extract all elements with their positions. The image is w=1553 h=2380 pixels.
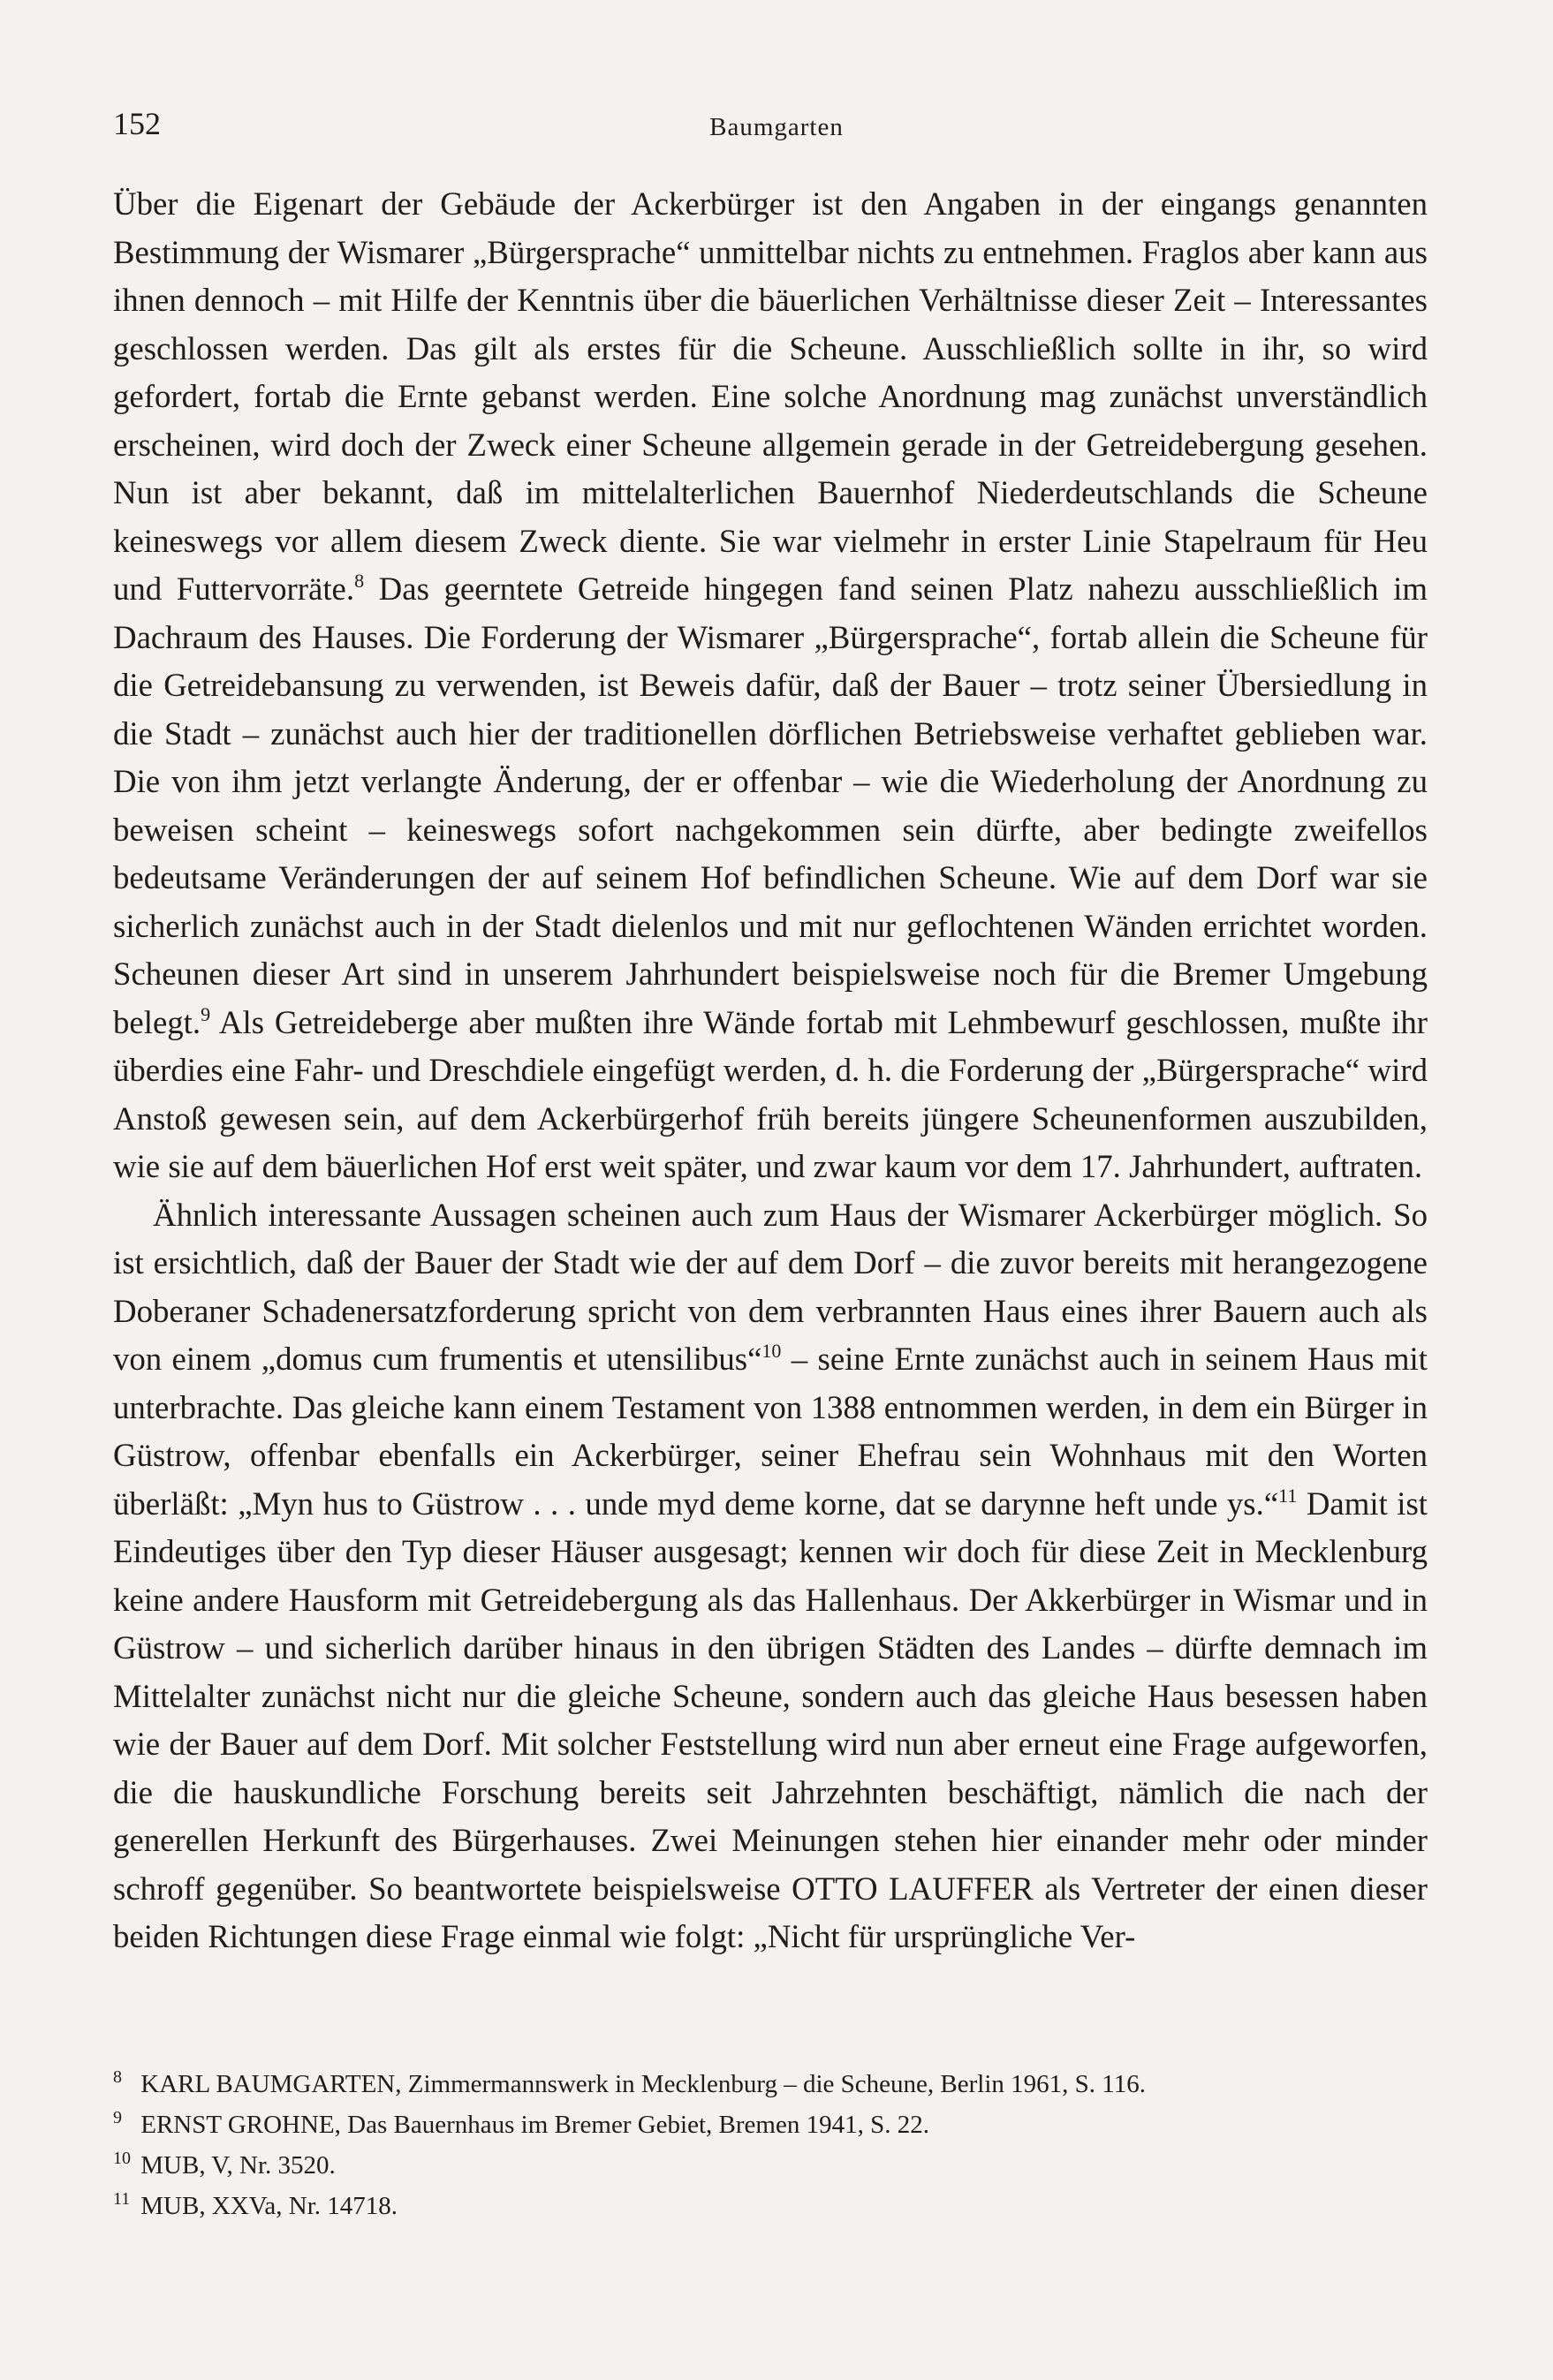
paragraph-text: – seine Ernte zunächst auch in seinem Haus mit unterbrachte. Das gleiche kann einem Testament von 1388 entnommen werden, in dem ein Bürger in Güstrow, offenbar ebenfalls ein Ackerbürger, seiner Ehefrau sein Wohnhaus mit den Worten überläßt: „Myn hus to Güstrow . . . unde myd deme korne, dat se darynne heft unde ys.“ <box>113 1341 1428 1522</box>
paragraph-text: Als Getreideberge aber mußten ihre Wände fortab mit Lehmbewurf geschlossen, mußte ihr überdies eine Fahr- und Dreschdiele eingefügt werden, d. h. die Forderung der „Bürgersprache“ wird Anstoß gewesen sein, auf dem Ackerbürgerhof früh bereits jüngere Scheunenformen auszubilden, wie sie auf dem bäuerlichen Hof erst weit später, und zwar kaum vor dem 17. Jahrhundert, auftraten. <box>113 1003 1428 1184</box>
footnote: 11 MUB, XXVa, Nr. 14718. <box>113 2189 398 2220</box>
footnote-text: MUB, XXVa, Nr. 14718. <box>134 2192 398 2220</box>
body-paragraph <box>113 1191 1428 1961</box>
paragraph-text: Das geerntete Getreide hingegen fand seinen Platz nahezu ausschließlich im Dachraum des Hauses. Die Forderung der Wismarer „Bürgersprache“, fortab allein die Scheune für die Getreidebansung zu verwenden, ist Beweis dafür, daß der Bauer – trotz seiner Übersiedlung in die Stadt – zunächst auch hier der traditionellen dörflichen Betriebsweise verhaftet geblieben war. Die von ihm jetzt verlangte Änderung, der er offenbar – wie die Wiederholung der Anordnung zu beweisen scheint – keineswegs sofort nachgekommen sein dürfte, aber bedingte zweifellos bedeutsame Veränderungen der auf seinem Hof befindlichen Scheune. Wie auf dem Dorf war sie sicherlich zunächst auch in der Stadt dielenlos und mit nur geflochtenen Wänden errichtet worden. Scheunen dieser Art sind in unserem Jahrhundert beispielsweise noch für die Bremer Umgebung belegt. <box>113 570 1428 1040</box>
page-number: 152 <box>113 106 161 141</box>
footnote: 8 KARL BAUMGARTEN, Zimmermannswerk in Mecklenburg – die Scheune, Berlin 1961, S. 116. <box>113 2067 1146 2098</box>
footnote-text: MUB, V, Nr. 3520. <box>134 2151 336 2180</box>
footnote-text: ERNST GROHNE, Das Bauernhaus im Bremer Gebiet, Bremen 1941, S. 22. <box>134 2111 929 2139</box>
footnote-text: KARL BAUMGARTEN, Zimmermannswerk in Mecklenburg – die Scheune, Berlin 1961, S. 116. <box>134 2070 1146 2098</box>
footnote-reference: 11 <box>1278 1484 1298 1507</box>
footnote-reference: 9 <box>201 1002 211 1025</box>
paragraph-text: Damit ist Eindeutiges über den Typ dieser Häuser ausgesagt; kennen wir doch für diese Zeit in Mecklenburg keine andere Hausform mit Getreidebergung als das Hallenhaus. Der Akkerbürger in Wismar und in Güstrow – und sicherlich darüber hinaus in den übrigen Städten des Landes – dürfte demnach im Mittelalter zunächst nicht nur die gleiche Scheune, sondern auch das gleiche Haus besessen haben wie der Bauer auf dem Dorf. Mit solcher Feststellung wird nun aber erneut eine Frage aufgeworfen, die die hauskundliche Forschung bereits seit Jahrzehnten beschäftigt, nämlich die nach der generellen Herkunft des Bürgerhauses. Zwei Meinungen stehen hier einander mehr oder minder schroff gegenüber. So beantwortete beispielsweise OTTO LAUFFER als Vertreter der einen dieser beiden Richtungen diese Frage einmal wie folgt: „Nicht für ursprüngliche Ver- <box>113 1485 1428 1954</box>
body-text <box>113 180 1428 1961</box>
footnote-reference: 8 <box>354 570 365 592</box>
paragraph-text: Über die Eigenart der Gebäude der Ackerbürger ist den Angaben in der eingangs genannten Bestimmung der Wismarer „Bürgersprache“ unmittelbar nichts zu entnehmen. Fraglos aber kann aus ihnen dennoch – mit Hilfe der Kenntnis über die bäuerlichen Verhältnisse dieser Zeit – Interessantes geschlossen werden. Das gilt als erstes für die Scheune. Ausschließlich sollte in ihr, so wird gefordert, fortab die Ernte gebanst werden. Eine solche Anordnung mag zunächst unverständlich erscheinen, wird doch der Zweck einer Scheune allgemein gerade in der Getreidebergung gesehen. Nun ist aber bekannt, daß im mittelalterlichen Bauernhof Niederdeutschlands die Scheune keineswegs vor allem diesem Zweck diente. Sie war vielmehr in erster Linie Stapelraum für Heu und Futtervorräte. <box>113 185 1428 607</box>
footnotes <box>113 2064 1428 2226</box>
footnote-reference: 10 <box>761 1340 782 1362</box>
body-paragraph <box>113 180 1428 1191</box>
running-head: Baumgarten <box>709 113 844 141</box>
paragraph-text: Ähnlich interessante Aussagen scheinen auch zum Haus der Wismarer Ackerbürger möglich. So ist ersichtlich, daß der Bauer der Stadt wie der auf dem Dorf – die zuvor bereits mit herangezogene Doberaner Schadenersatzforderung spricht von dem verbrannten Haus eines ihrer Bauern auch als von einem „domus cum frumentis et utensilibus“ <box>113 1196 1428 1377</box>
footnote: 9 ERNST GROHNE, Das Bauernhaus im Bremer Gebiet, Bremen 1941, S. 22. <box>113 2108 929 2139</box>
footnote: 10 MUB, V, Nr. 3520. <box>113 2149 336 2180</box>
